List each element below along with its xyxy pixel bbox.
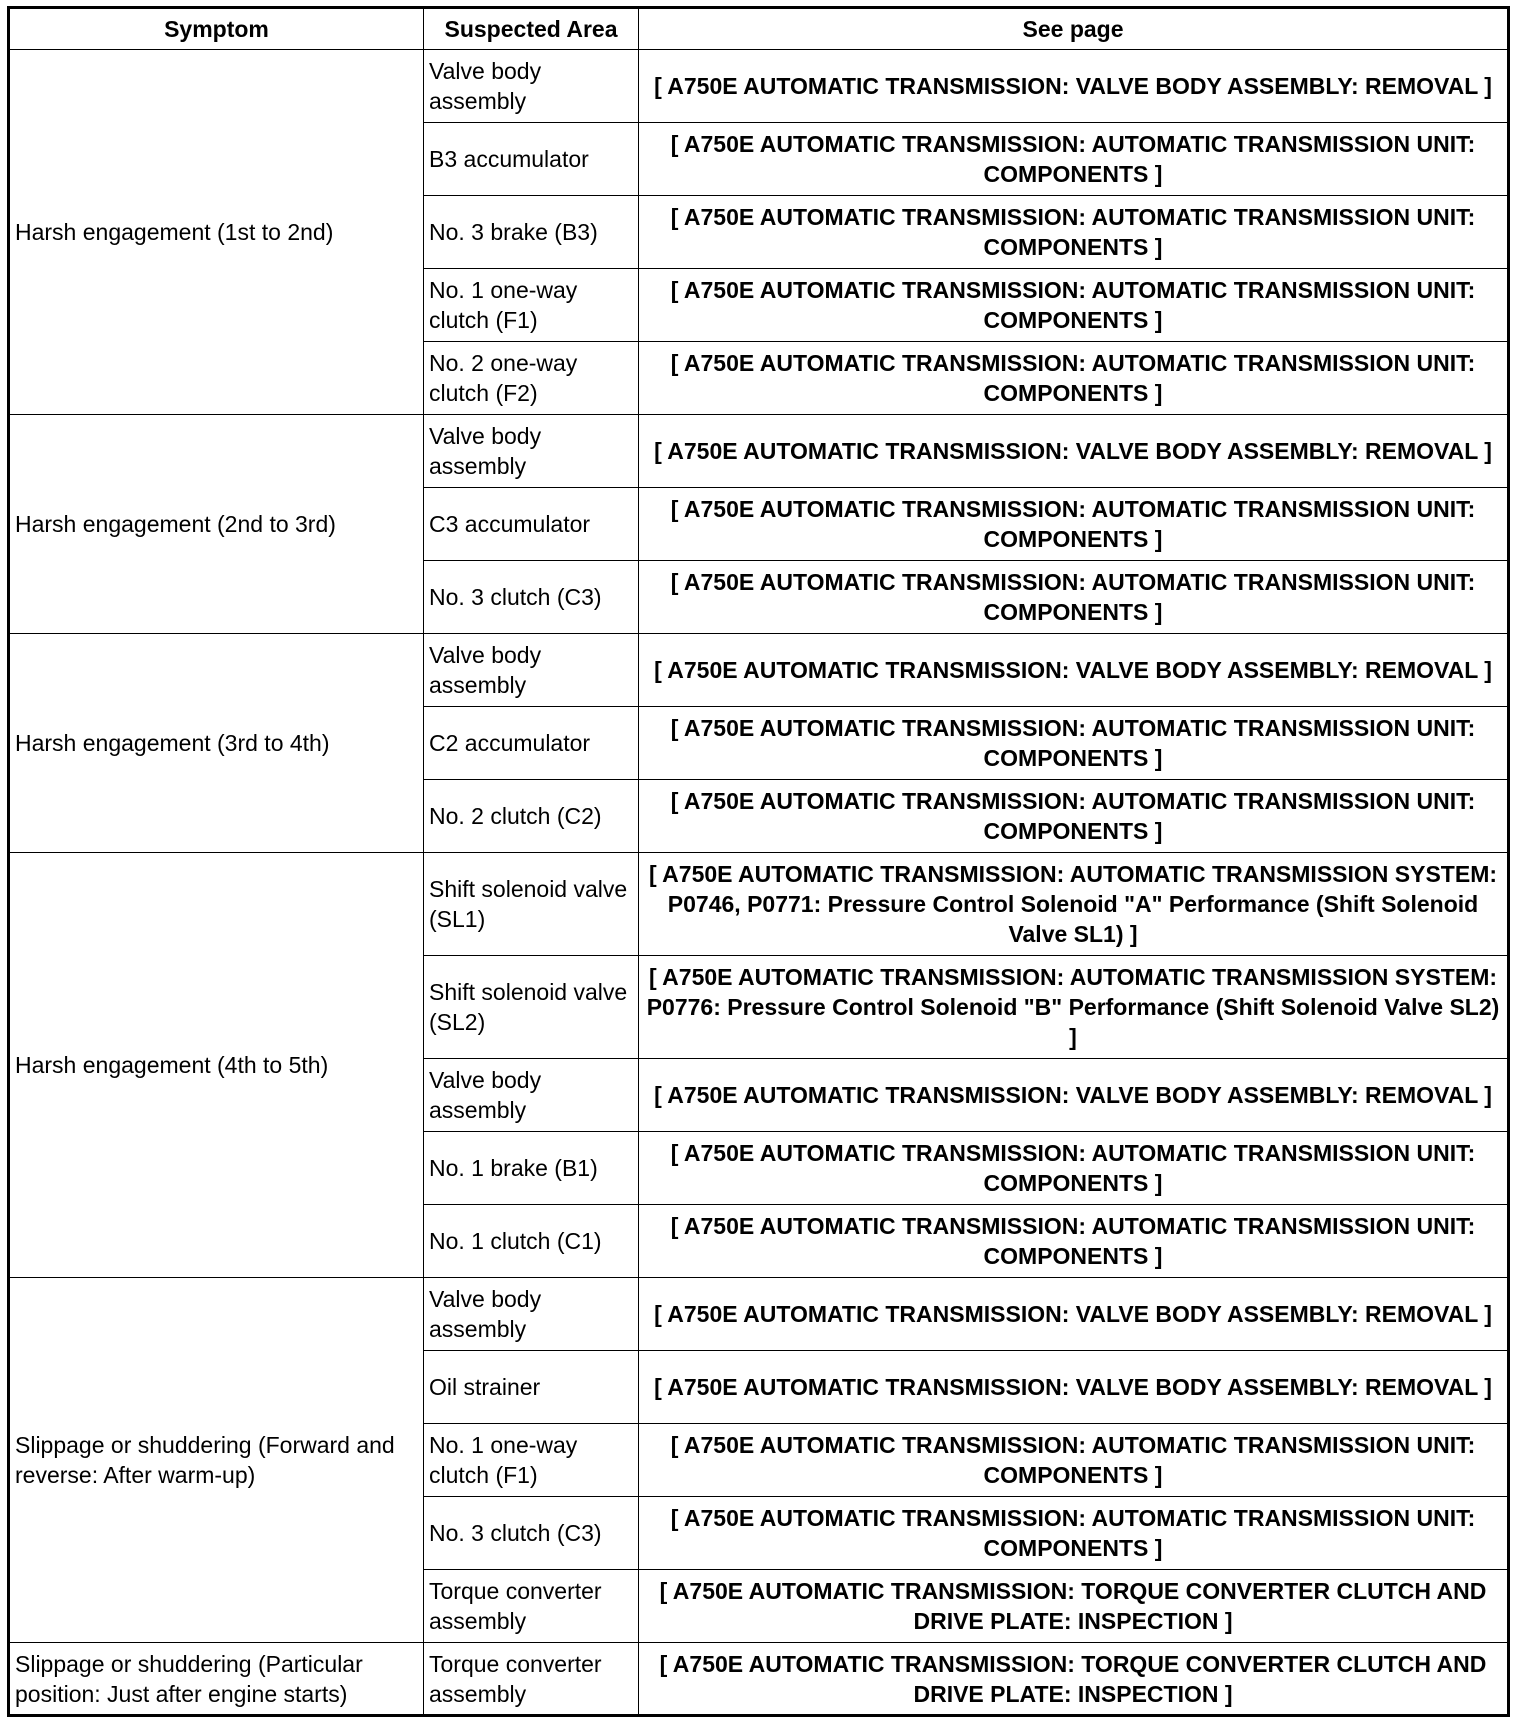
see-page-link[interactable]: [ A750E AUTOMATIC TRANSMISSION: AUTOMATIC TRANSMISSION SYSTEM: P0776: Pressure Control Solenoid "B" Performance (Shift Solenoid Valve SL2) ] [639, 956, 1509, 1059]
see-page-link[interactable]: [ A750E AUTOMATIC TRANSMISSION: AUTOMATIC TRANSMISSION UNIT: COMPONENTS ] [639, 1132, 1509, 1205]
suspected-area-cell: Oil strainer [424, 1351, 639, 1424]
suspected-area-cell: No. 3 clutch (C3) [424, 561, 639, 634]
table-row [9, 415, 1509, 488]
see-page-link[interactable]: [ A750E AUTOMATIC TRANSMISSION: AUTOMATIC TRANSMISSION UNIT: COMPONENTS ] [639, 707, 1509, 780]
suspected-area-cell: No. 1 brake (B1) [424, 1132, 639, 1205]
suspected-area-cell: B3 accumulator [424, 123, 639, 196]
header-symptom: Symptom [9, 8, 424, 50]
table-row [9, 50, 1509, 123]
table-row [9, 1643, 1509, 1716]
suspected-area-cell: Valve body assembly [424, 50, 639, 123]
header-see-page: See page [639, 8, 1509, 50]
see-page-link[interactable]: [ A750E AUTOMATIC TRANSMISSION: AUTOMATIC TRANSMISSION UNIT: COMPONENTS ] [639, 269, 1509, 342]
symptom-cell: Harsh engagement (2nd to 3rd) [9, 415, 424, 634]
suspected-area-cell: No. 1 clutch (C1) [424, 1205, 639, 1278]
see-page-link[interactable]: [ A750E AUTOMATIC TRANSMISSION: AUTOMATIC TRANSMISSION UNIT: COMPONENTS ] [639, 1497, 1509, 1570]
see-page-link[interactable]: [ A750E AUTOMATIC TRANSMISSION: VALVE BODY ASSEMBLY: REMOVAL ] [639, 415, 1509, 488]
suspected-area-cell: Shift solenoid valve (SL1) [424, 853, 639, 956]
see-page-link[interactable]: [ A750E AUTOMATIC TRANSMISSION: AUTOMATIC TRANSMISSION UNIT: COMPONENTS ] [639, 780, 1509, 853]
see-page-link[interactable]: [ A750E AUTOMATIC TRANSMISSION: AUTOMATIC TRANSMISSION UNIT: COMPONENTS ] [639, 342, 1509, 415]
header-row [9, 8, 1509, 50]
symptom-cell: Harsh engagement (1st to 2nd) [9, 50, 424, 415]
suspected-area-cell: No. 1 one-way clutch (F1) [424, 1424, 639, 1497]
suspected-area-cell: C3 accumulator [424, 488, 639, 561]
symptom-cell: Harsh engagement (4th to 5th) [9, 853, 424, 1278]
see-page-link[interactable]: [ A750E AUTOMATIC TRANSMISSION: AUTOMATIC TRANSMISSION UNIT: COMPONENTS ] [639, 196, 1509, 269]
see-page-link[interactable]: [ A750E AUTOMATIC TRANSMISSION: VALVE BODY ASSEMBLY: REMOVAL ] [639, 50, 1509, 123]
suspected-area-cell: No. 2 clutch (C2) [424, 780, 639, 853]
suspected-area-cell: Valve body assembly [424, 1059, 639, 1132]
table-row [9, 853, 1509, 956]
symptom-cell: Slippage or shuddering (Forward and reverse: After warm-up) [9, 1278, 424, 1643]
see-page-link[interactable]: [ A750E AUTOMATIC TRANSMISSION: VALVE BODY ASSEMBLY: REMOVAL ] [639, 1278, 1509, 1351]
suspected-area-cell: No. 2 one-way clutch (F2) [424, 342, 639, 415]
suspected-area-cell: No. 3 brake (B3) [424, 196, 639, 269]
suspected-area-cell: No. 1 one-way clutch (F1) [424, 269, 639, 342]
see-page-link[interactable]: [ A750E AUTOMATIC TRANSMISSION: AUTOMATIC TRANSMISSION SYSTEM: P0746, P0771: Pressure Control Solenoid "A" Performance (Shift Solenoid Valve SL1) ] [639, 853, 1509, 956]
see-page-link[interactable]: [ A750E AUTOMATIC TRANSMISSION: VALVE BODY ASSEMBLY: REMOVAL ] [639, 1351, 1509, 1424]
suspected-area-cell: Torque converter assembly [424, 1570, 639, 1643]
see-page-link[interactable]: [ A750E AUTOMATIC TRANSMISSION: VALVE BODY ASSEMBLY: REMOVAL ] [639, 634, 1509, 707]
suspected-area-cell: Shift solenoid valve (SL2) [424, 956, 639, 1059]
see-page-link[interactable]: [ A750E AUTOMATIC TRANSMISSION: AUTOMATIC TRANSMISSION UNIT: COMPONENTS ] [639, 561, 1509, 634]
suspected-area-cell: Torque converter assembly [424, 1643, 639, 1716]
see-page-link[interactable]: [ A750E AUTOMATIC TRANSMISSION: AUTOMATIC TRANSMISSION UNIT: COMPONENTS ] [639, 1205, 1509, 1278]
see-page-link[interactable]: [ A750E AUTOMATIC TRANSMISSION: VALVE BODY ASSEMBLY: REMOVAL ] [639, 1059, 1509, 1132]
suspected-area-cell: Valve body assembly [424, 1278, 639, 1351]
suspected-area-cell: Valve body assembly [424, 415, 639, 488]
table-row [9, 634, 1509, 707]
see-page-link[interactable]: [ A750E AUTOMATIC TRANSMISSION: AUTOMATIC TRANSMISSION UNIT: COMPONENTS ] [639, 123, 1509, 196]
see-page-link[interactable]: [ A750E AUTOMATIC TRANSMISSION: AUTOMATIC TRANSMISSION UNIT: COMPONENTS ] [639, 488, 1509, 561]
see-page-link[interactable]: [ A750E AUTOMATIC TRANSMISSION: AUTOMATIC TRANSMISSION UNIT: COMPONENTS ] [639, 1424, 1509, 1497]
diagnosis-table [7, 6, 1510, 1717]
table-row [9, 1278, 1509, 1351]
see-page-link[interactable]: [ A750E AUTOMATIC TRANSMISSION: TORQUE CONVERTER CLUTCH AND DRIVE PLATE: INSPECTION ] [639, 1643, 1509, 1716]
suspected-area-cell: No. 3 clutch (C3) [424, 1497, 639, 1570]
symptom-cell: Harsh engagement (3rd to 4th) [9, 634, 424, 853]
suspected-area-cell: Valve body assembly [424, 634, 639, 707]
header-suspected-area: Suspected Area [424, 8, 639, 50]
see-page-link[interactable]: [ A750E AUTOMATIC TRANSMISSION: TORQUE CONVERTER CLUTCH AND DRIVE PLATE: INSPECTION ] [639, 1570, 1509, 1643]
suspected-area-cell: C2 accumulator [424, 707, 639, 780]
symptom-cell: Slippage or shuddering (Particular position: Just after engine starts) [9, 1643, 424, 1716]
